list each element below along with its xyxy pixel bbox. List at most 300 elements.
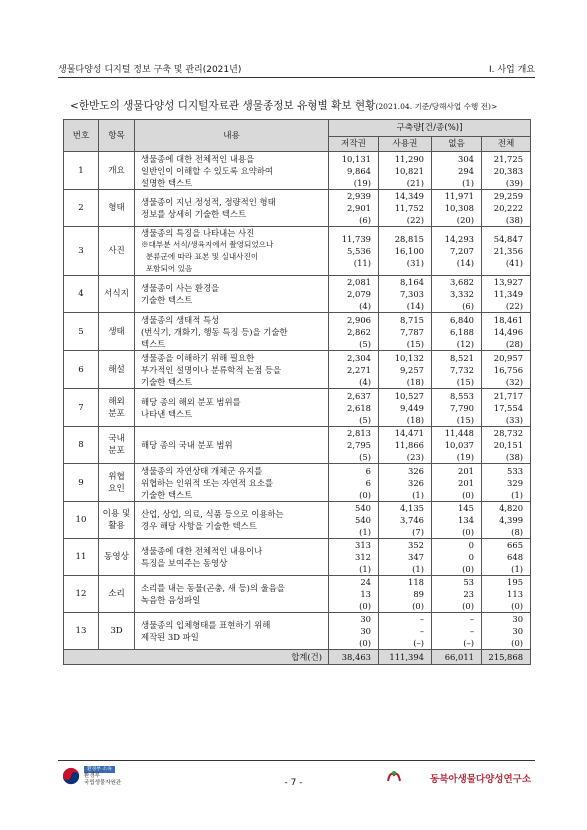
row-description — [135, 539, 329, 576]
value-line: 14,293 — [444, 234, 474, 244]
row-item — [99, 464, 135, 502]
value-line: 540 — [355, 515, 371, 525]
value-line: (0) — [462, 601, 474, 611]
row-item — [99, 389, 135, 427]
value-line: 11,349 — [493, 289, 524, 299]
description-note: 포함되어 있음 — [141, 264, 193, 273]
value-line: 20,151 — [493, 440, 524, 450]
cell-license — [379, 539, 432, 576]
cell-license — [379, 152, 432, 190]
value-line: 10,527 — [394, 390, 424, 401]
value-line: 2,304 — [347, 352, 371, 363]
value-line: 53 — [463, 577, 474, 587]
data-table — [63, 119, 531, 665]
row-number: 2 — [64, 190, 99, 227]
cell-copyright — [329, 276, 379, 313]
cell-license — [379, 227, 432, 276]
value-line: 6 — [365, 477, 371, 488]
value-line: (6) — [462, 301, 474, 311]
description-line: 일반인이 이해할 수 있도록 요약하여 — [141, 165, 274, 176]
value-line: (0) — [511, 638, 524, 648]
cell-copyright — [329, 502, 379, 539]
description-line: 생물종에 대한 전체적인 내용이나 — [141, 546, 263, 556]
value-line: (0) — [359, 489, 371, 500]
item-line: 형태 — [108, 203, 125, 213]
description-line: 기술한 텍스트 — [141, 376, 193, 387]
value-line: 10,308 — [444, 203, 474, 213]
value-line: 118 — [408, 577, 424, 587]
header-section: Ⅰ. 사업 개요 — [488, 65, 535, 75]
cell-license — [379, 389, 432, 427]
row-item — [99, 576, 135, 613]
table-row — [64, 190, 531, 227]
value-line: 540 — [355, 503, 371, 513]
cell-total — [482, 190, 531, 227]
cell-none — [432, 276, 482, 313]
agency-parent: 환경부 — [84, 773, 100, 779]
table-row — [64, 313, 531, 351]
value-line: 3,682 — [450, 277, 474, 287]
value-line: (0) — [359, 638, 371, 648]
value-line: 13,927 — [493, 277, 524, 287]
value-line: 11,739 — [341, 234, 371, 244]
cell-license — [379, 276, 432, 313]
item-line: 활용 — [108, 521, 125, 531]
row-description — [135, 389, 329, 427]
caption-title: <한반도의 생물다양성 디지털자료관 생물종정보 유형별 확보 현황 — [70, 100, 376, 112]
row-number: 11 — [64, 539, 99, 576]
value-line: (19) — [456, 452, 474, 462]
row-description — [135, 152, 329, 190]
value-line: (38) — [505, 215, 524, 225]
value-line: 20,957 — [493, 352, 524, 363]
value-line: 30 — [512, 626, 524, 636]
value-line: 11,971 — [444, 191, 474, 201]
value-line: 2,939 — [347, 191, 371, 201]
value-line: 11,866 — [394, 440, 424, 450]
value-line: 28,732 — [493, 428, 524, 438]
value-line: (39) — [505, 177, 524, 188]
row-item — [99, 152, 135, 190]
table-caption — [70, 98, 540, 113]
cell-copyright — [329, 427, 379, 464]
row-number: 3 — [64, 227, 99, 276]
value-line: 16,100 — [394, 246, 424, 256]
value-line: 201 — [458, 465, 474, 476]
header-total: 전체 — [482, 137, 531, 152]
cell-copyright — [329, 227, 379, 276]
value-line: – — [469, 626, 474, 636]
value-line: 21,356 — [493, 246, 524, 256]
cell-none — [432, 227, 482, 276]
cell-license — [379, 613, 432, 650]
row-description — [135, 576, 329, 613]
table-row — [64, 613, 531, 650]
header-divider — [58, 77, 535, 78]
description-line: 생물종의 자연상태 개체군 유지를 — [141, 465, 263, 476]
item-line: 해외 — [108, 396, 125, 407]
description-line: 텍스트 — [141, 338, 166, 349]
agency-badge: 환경부 소속 — [84, 766, 115, 773]
item-line: 서식지 — [104, 289, 129, 299]
value-line: (1) — [412, 564, 424, 574]
value-line: 665 — [507, 540, 524, 550]
value-line: 7,303 — [400, 289, 424, 299]
cell-copyright — [329, 351, 379, 389]
value-line: (0) — [462, 489, 474, 500]
table-row — [64, 152, 531, 190]
total-none: 66,011 — [432, 650, 482, 665]
description-line: 기술한 텍스트 — [141, 489, 193, 500]
value-line: 89 — [413, 589, 424, 599]
description-line: 생물종이 지닌 정성적, 정량적인 형태 — [141, 197, 276, 207]
description-note: 분류군에 따라 표본 및 실내사진이 — [141, 252, 259, 261]
cell-copyright — [329, 539, 379, 576]
cell-total — [482, 351, 531, 389]
value-line: 8,553 — [450, 390, 474, 401]
table-row — [64, 464, 531, 502]
value-line: (31) — [406, 258, 424, 268]
value-line: 17,554 — [493, 402, 524, 413]
value-line: 2,618 — [347, 402, 371, 413]
item-line: 3D — [110, 626, 123, 636]
description-line: 녹음한 음성파일 — [141, 595, 201, 605]
row-number: 7 — [64, 389, 99, 427]
description-line: 생물종이 사는 환경을 — [141, 283, 220, 293]
value-line: 8,521 — [450, 352, 474, 363]
value-line: 10,821 — [394, 165, 424, 176]
value-line: 9,864 — [347, 165, 371, 176]
value-line: (22) — [406, 215, 424, 225]
row-item — [99, 351, 135, 389]
cell-copyright — [329, 464, 379, 502]
cell-none — [432, 152, 482, 190]
header-license: 사용권 — [379, 137, 432, 152]
row-description — [135, 464, 329, 502]
cell-license — [379, 190, 432, 227]
row-item — [99, 427, 135, 464]
cell-copyright — [329, 389, 379, 427]
value-line: (6) — [359, 215, 371, 225]
item-line: 요인 — [108, 483, 125, 494]
value-line: (14) — [406, 301, 424, 311]
value-line: (4) — [359, 376, 371, 387]
value-line: 6,840 — [450, 314, 474, 325]
table-row — [64, 276, 531, 313]
value-line: 329 — [507, 477, 524, 488]
value-line: 30 — [512, 614, 524, 624]
item-line: 소리 — [108, 589, 125, 599]
description-line: 해당 종의 해외 분포 범위를 — [141, 396, 241, 407]
value-line: 30 — [360, 626, 371, 636]
cell-none — [432, 539, 482, 576]
value-line: (1) — [359, 527, 371, 537]
value-line: 145 — [458, 503, 474, 513]
value-line: (21) — [406, 177, 424, 188]
table-row — [64, 389, 531, 427]
header-group: 구축량[건/종(%)] — [329, 120, 531, 137]
row-number: 9 — [64, 464, 99, 502]
value-line: (11) — [353, 258, 371, 268]
value-line: (15) — [456, 376, 474, 387]
cell-total — [482, 389, 531, 427]
row-number: 12 — [64, 576, 99, 613]
cell-none — [432, 389, 482, 427]
description-line: 소리를 내는 동물(곤충, 새 등)의 울음을 — [141, 583, 285, 593]
value-line: (18) — [406, 376, 424, 387]
cell-copyright — [329, 576, 379, 613]
cell-none — [432, 427, 482, 464]
value-line: (0) — [412, 601, 424, 611]
row-number: 4 — [64, 276, 99, 313]
value-line: 11,752 — [394, 203, 424, 213]
cell-total — [482, 539, 531, 576]
row-number: 5 — [64, 313, 99, 351]
value-line: 0 — [468, 540, 474, 550]
value-line: 294 — [458, 165, 474, 176]
value-line: (4) — [359, 301, 371, 311]
description-line: 특징을 보여주는 동영상 — [141, 558, 228, 568]
description-line: 생물종의 입체형태를 표현하기 위해 — [141, 620, 271, 630]
row-description — [135, 276, 329, 313]
cell-total — [482, 227, 531, 276]
value-line: (1) — [511, 489, 524, 500]
cell-copyright — [329, 190, 379, 227]
value-line: 3,746 — [400, 515, 424, 525]
description-line: 생물종을 이해하기 위해 필요한 — [141, 352, 255, 363]
value-line: 11,290 — [394, 153, 424, 164]
description-line: 제작된 3D 파일 — [141, 632, 199, 642]
item-line: 분포 — [108, 408, 125, 419]
page-number: - 7 - — [284, 778, 303, 788]
row-item — [99, 190, 135, 227]
value-line: (0) — [462, 527, 474, 537]
value-line: 20,222 — [493, 203, 524, 213]
header-item: 항목 — [99, 120, 135, 152]
value-line: 533 — [507, 465, 524, 476]
footer-divider — [58, 760, 535, 761]
value-line: 2,271 — [347, 364, 371, 375]
item-line: 개요 — [108, 165, 125, 176]
value-line: 4,820 — [499, 503, 524, 513]
value-line: 2,795 — [347, 440, 371, 450]
description-line: 생물종의 특징을 나타내는 사진 — [141, 228, 255, 238]
description-note: ※대부분 서식/생육지에서 촬영되었으나 — [141, 240, 274, 249]
cell-none — [432, 351, 482, 389]
cell-total — [482, 276, 531, 313]
institute-logo-icon — [386, 769, 402, 783]
value-line: 28,815 — [394, 234, 424, 244]
cell-total — [482, 502, 531, 539]
item-line: 생태 — [108, 326, 125, 337]
row-item — [99, 227, 135, 276]
value-line: 6,188 — [450, 326, 474, 337]
cell-license — [379, 502, 432, 539]
description-line: 경우 해당 사항을 기술한 텍스트 — [141, 521, 257, 531]
row-number: 13 — [64, 613, 99, 650]
row-description — [135, 502, 329, 539]
item-line: 이용 및 — [102, 509, 131, 519]
cell-copyright — [329, 313, 379, 351]
value-line: 2,079 — [347, 289, 371, 299]
value-line: – — [419, 614, 424, 624]
value-line: 134 — [458, 515, 474, 525]
value-line: 2,081 — [347, 277, 371, 287]
value-line: (38) — [505, 452, 524, 462]
value-line: 648 — [507, 552, 524, 562]
value-line: 313 — [355, 540, 371, 550]
cell-none — [432, 502, 482, 539]
row-description — [135, 427, 329, 464]
value-line: 7,732 — [450, 364, 474, 375]
value-line: 0 — [468, 552, 474, 562]
item-line: 동영상 — [104, 552, 129, 562]
header-content: 내용 — [135, 120, 329, 152]
value-line: 10,131 — [341, 153, 371, 164]
row-item — [99, 276, 135, 313]
value-line: (33) — [505, 414, 524, 425]
cell-license — [379, 351, 432, 389]
cell-none — [432, 313, 482, 351]
row-description — [135, 190, 329, 227]
value-line: 2,637 — [347, 390, 371, 401]
value-line: (23) — [406, 452, 424, 462]
value-line: – — [419, 626, 424, 636]
value-line: (5) — [359, 414, 371, 425]
value-line: 29,259 — [493, 191, 524, 201]
institute-name: 동북아생물다양성연구소 — [430, 774, 531, 785]
value-line: (19) — [353, 177, 371, 188]
value-line: (0) — [462, 564, 474, 574]
description-line: (번식기, 개화기, 행동 특징 등)을 기술한 — [141, 326, 288, 337]
table-row — [64, 502, 531, 539]
cell-license — [379, 576, 432, 613]
value-line: 18,461 — [493, 314, 524, 325]
value-line: 14,349 — [394, 191, 424, 201]
value-line: 3,332 — [450, 289, 474, 299]
header-title: 생물다양성 디지털 정보 구축 및 관리(2021년) — [58, 65, 242, 75]
total-license: 111,394 — [379, 650, 432, 665]
description-line: 산업, 상업, 의료, 식품 등으로 이용하는 — [141, 509, 284, 519]
value-line: 347 — [408, 552, 424, 562]
agency-name: 국립생물자원관 — [84, 780, 122, 786]
value-line: 11,448 — [444, 428, 474, 438]
item-line: 분포 — [108, 446, 125, 456]
cell-total — [482, 576, 531, 613]
value-line: – — [469, 614, 474, 624]
cell-license — [379, 313, 432, 351]
value-line: (1) — [359, 564, 371, 574]
table-row — [64, 227, 531, 276]
row-number: 8 — [64, 427, 99, 464]
item-line: 사진 — [108, 246, 125, 256]
value-line: (12) — [456, 338, 474, 349]
value-line: (18) — [406, 414, 424, 425]
description-line: 나타낸 텍스트 — [141, 408, 193, 419]
cell-total — [482, 613, 531, 650]
value-line: 2,901 — [347, 203, 371, 213]
table-row — [64, 351, 531, 389]
caption-note: (2021.04. 기준/당해사업 수행 전)> — [375, 102, 498, 111]
value-line: 6 — [365, 465, 371, 476]
value-line: (28) — [505, 338, 524, 349]
description-line: 정보를 상세히 기술한 텍스트 — [141, 209, 247, 219]
item-line: 해설 — [108, 364, 125, 375]
cell-total — [482, 427, 531, 464]
value-line: 30 — [360, 614, 371, 624]
table-row — [64, 576, 531, 613]
value-line: (1) — [462, 177, 474, 188]
row-description — [135, 313, 329, 351]
value-line: 16,756 — [493, 364, 524, 375]
value-line: 8,164 — [400, 277, 424, 287]
cell-total — [482, 313, 531, 351]
table-row — [64, 427, 531, 464]
total-all: 215,868 — [482, 650, 531, 665]
value-line: (0) — [359, 601, 371, 611]
value-line: 352 — [408, 540, 424, 550]
value-line: (–) — [463, 638, 474, 648]
row-number: 10 — [64, 502, 99, 539]
header-no: 번호 — [64, 120, 99, 152]
row-item — [99, 313, 135, 351]
value-line: 23 — [463, 589, 474, 599]
value-line: 8,715 — [400, 314, 424, 325]
cell-none — [432, 613, 482, 650]
cell-license — [379, 464, 432, 502]
value-line: (32) — [505, 376, 524, 387]
value-line: 326 — [408, 477, 424, 488]
row-description — [135, 351, 329, 389]
description-line: 설명한 텍스트 — [141, 177, 193, 188]
value-line: 21,725 — [493, 153, 524, 164]
value-line: 312 — [355, 552, 371, 562]
value-line: 10,037 — [444, 440, 474, 450]
value-line: 195 — [507, 577, 524, 587]
cell-none — [432, 190, 482, 227]
value-line: 113 — [507, 589, 524, 599]
value-line: 7,790 — [450, 402, 474, 413]
value-line: (7) — [412, 527, 424, 537]
total-label: 합계(건) — [64, 650, 329, 665]
value-line: (14) — [456, 258, 474, 268]
description-line: 기술한 텍스트 — [141, 295, 193, 305]
value-line: 5,536 — [347, 246, 371, 256]
value-line: (0) — [511, 601, 524, 611]
value-line: 2,813 — [347, 428, 371, 438]
value-line: (20) — [456, 215, 474, 225]
row-number: 6 — [64, 351, 99, 389]
row-item — [99, 502, 135, 539]
value-line: 2,906 — [347, 314, 371, 325]
value-line: 54,847 — [493, 234, 524, 244]
total-row — [64, 650, 531, 665]
cell-copyright — [329, 152, 379, 190]
cell-license — [379, 427, 432, 464]
value-line: 304 — [458, 153, 474, 164]
value-line: 4,399 — [499, 515, 524, 525]
item-line: 위협 — [108, 471, 125, 482]
value-line: 20,383 — [493, 165, 524, 176]
value-line: (5) — [359, 452, 371, 462]
total-copyright: 38,463 — [329, 650, 379, 665]
description-line: 생물종의 생태적 특성 — [141, 314, 220, 325]
cell-none — [432, 576, 482, 613]
value-line: 10,132 — [394, 352, 424, 363]
item-line: 국내 — [108, 434, 125, 444]
value-line: (41) — [505, 258, 524, 268]
table-row — [64, 539, 531, 576]
